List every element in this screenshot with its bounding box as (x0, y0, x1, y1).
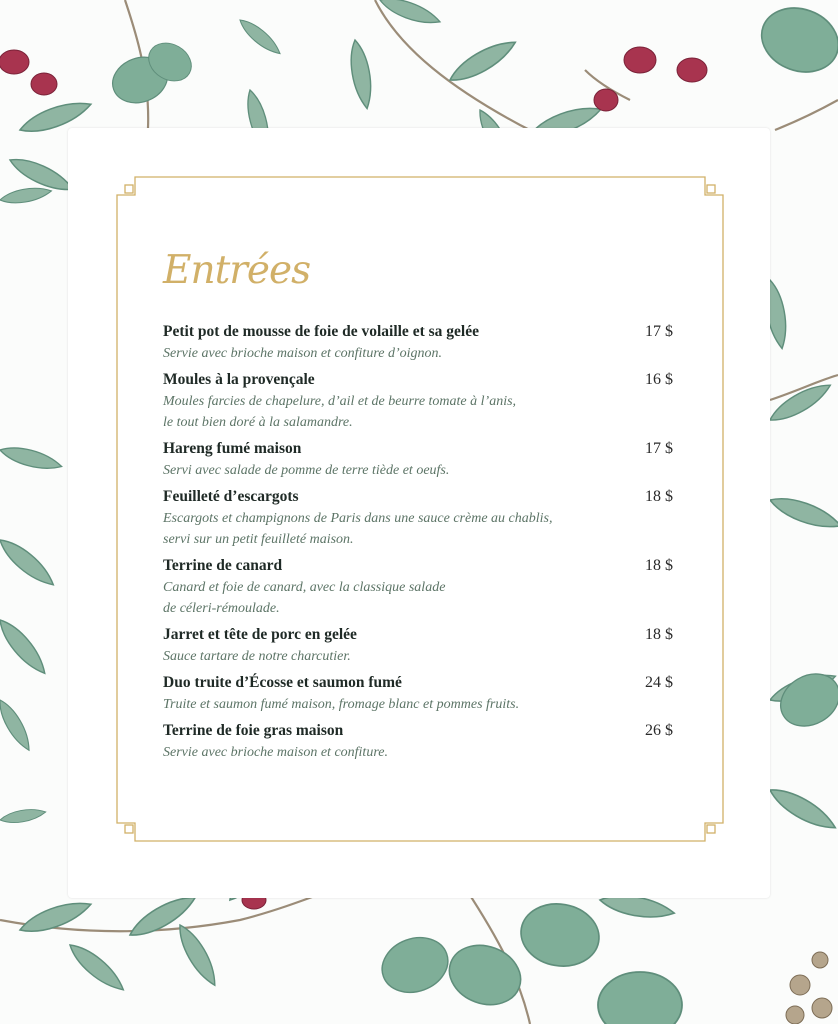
menu-item (163, 438, 673, 481)
item-name: Moules à la provençale (163, 371, 315, 388)
menu-item (163, 321, 673, 364)
item-description: Moules farcies de chapelure, d’ail et de beurre tomate à l’anis, le tout bien doré à la salamandre. (163, 394, 517, 430)
item-description: Servi avec salade de pomme de terre tiède et oeufs. (163, 463, 450, 478)
item-price: 26 $ (645, 722, 673, 739)
section-title: Entrées (163, 248, 311, 293)
item-name: Hareng fumé maison (163, 440, 302, 457)
menu-item (163, 369, 673, 433)
menu-item (163, 672, 673, 715)
item-name: Duo truite d’Écosse et saumon fumé (163, 674, 402, 691)
menu-item (163, 486, 673, 550)
item-price: 17 $ (645, 323, 673, 340)
menu-list (163, 321, 673, 768)
item-price: 16 $ (645, 371, 673, 388)
item-price: 18 $ (645, 626, 673, 643)
item-price: 17 $ (645, 440, 673, 457)
item-description: Escargots et champignons de Paris dans une sauce crème au chablis, servi sur un petit feuilleté maison. (163, 511, 553, 547)
item-price: 18 $ (645, 488, 673, 505)
item-name: Terrine de canard (163, 557, 283, 574)
menu-item (163, 624, 673, 667)
item-price: 18 $ (645, 557, 673, 574)
menu-item (163, 555, 673, 619)
item-name: Feuilleté d’escargots (163, 488, 299, 505)
item-description: Servie avec brioche maison et confiture d’oignon. (163, 346, 443, 361)
item-name: Jarret et tête de porc en gelée (163, 626, 357, 643)
item-name: Petit pot de mousse de foie de volaille et sa gelée (163, 323, 479, 340)
item-price: 24 $ (645, 674, 673, 691)
item-description: Canard et foie de canard, avec la classique salade de céleri-rémoulade. (163, 580, 446, 616)
item-description: Truite et saumon fumé maison, fromage blanc et pommes fruits. (163, 697, 520, 712)
item-description: Servie avec brioche maison et confiture. (163, 745, 388, 760)
item-description: Sauce tartare de notre charcutier. (163, 649, 351, 664)
menu-item (163, 720, 673, 763)
item-name: Terrine de foie gras maison (163, 722, 344, 739)
